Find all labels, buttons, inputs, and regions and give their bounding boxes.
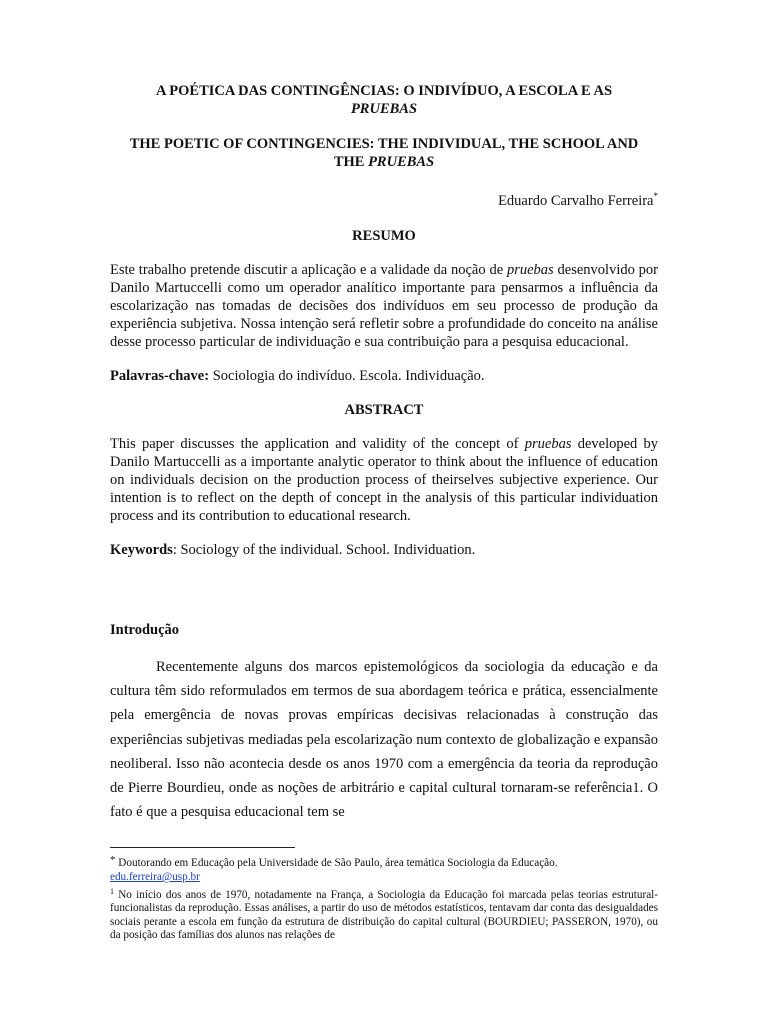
resumo-text bbox=[110, 261, 658, 351]
title-en-italic: PRUEBAS bbox=[368, 154, 435, 170]
keywords-label: Keywords bbox=[110, 542, 173, 558]
abstract-text-italic: pruebas bbox=[524, 436, 572, 452]
footnote-divider bbox=[110, 847, 295, 848]
resumo-text-italic: pruebas bbox=[506, 262, 554, 278]
abstract-text-before: This paper discusses the application and validity of the concept of bbox=[110, 436, 525, 452]
resumo-text-after: desenvolvido por Danilo Martuccelli como um operador analítico importante para pensarmos a influência da escolarização nas tomadas de decisões dos indivíduos em seu processo de produção da experiência subjetiva. Nossa intenção será refletir sobre a profundidade do conceito na análise desse processo particular de individuação e sua contribuição para a pesquisa educacional. bbox=[110, 262, 659, 350]
abstract-heading: ABSTRACT bbox=[344, 402, 424, 418]
author-email-link[interactable]: edu.ferreira@usp.br bbox=[110, 871, 200, 884]
intro-heading: Introdução bbox=[110, 622, 180, 638]
author-name: Eduardo Carvalho Ferreira bbox=[498, 193, 654, 209]
footnote-author bbox=[110, 854, 658, 884]
resumo-heading: RESUMO bbox=[352, 228, 416, 244]
keywords-text: : Sociology of the individual. School. Individuation. bbox=[172, 542, 476, 558]
title-english bbox=[110, 135, 658, 171]
intro-paragraph: Recentemente alguns dos marcos epistemológicos da sociologia da educação e da cultura têm sido reformulados em termos de sua abordagem teórica e prática, essencialmente pela emergência de novas provas empíricas decisivas relacionadas à construção das experiências subjetivas mediadas pela escolarização num contexto de globalização e expansão neoliberal. Isso não acontecia desde os anos 1970 com a emergência da teoria da reprodução de Pierre Bourdieu, onde as noções de arbitrário e capital cultural tornaram-se referência1. O fato é que a pesquisa educacional tem se bbox=[110, 659, 658, 821]
title-pt-line1: A POÉTICA DAS CONTINGÊNCIAS: O INDIVÍDUO, A ESCOLA E AS bbox=[155, 83, 613, 99]
footnote-star-text: Doutorando em Educação pela Universidade de São Paulo, área temática Sociologia da Educação. bbox=[115, 857, 558, 870]
author-footnote-mark[interactable]: * bbox=[653, 191, 658, 201]
footnote-star-mark: * bbox=[110, 854, 116, 867]
paper-page bbox=[110, 82, 658, 943]
abstract-text bbox=[110, 435, 658, 525]
palavras-chave-text: Sociologia do indivíduo. Escola. Individuação. bbox=[209, 368, 485, 384]
footnote-1-mark: 1 bbox=[110, 886, 114, 896]
title-en-prefix: THE bbox=[333, 154, 369, 170]
title-en-line1: THE POETIC OF CONTINGENCIES: THE INDIVIDUAL, THE SCHOOL AND bbox=[129, 136, 639, 152]
author-line bbox=[110, 187, 658, 210]
keywords bbox=[110, 541, 658, 559]
title-pt-italic: PRUEBAS bbox=[350, 101, 418, 117]
abstract-text-after: developed by Danilo Martuccelli as a importante analytic operator to think about the influence of education on individuals decision on the production process of theirselves subjective experience. Our intention is to reflect on the depth of concept in the analysis of this particular individuation process and its contribution to educational research. bbox=[110, 436, 658, 524]
footnote-1-text: No início dos anos de 1970, notadamente na França, a Sociologia da Educação foi marcada pelas teorias estrutural-funcionalistas da reprodução. Essas análises, a partir do uso de métodos estatísticos, tentavam dar conta das desigualdades sociais perante a escola em função da estrutura de distribuição do capital cultural (BOURDIEU; PASSERON, 1970), ou da posição das famílias dos alunos nas relações de bbox=[110, 888, 658, 942]
resumo-text-before: Este trabalho pretende discutir a aplicação e a validade da noção de bbox=[110, 262, 507, 278]
footnote-1 bbox=[110, 885, 658, 943]
palavras-chave bbox=[110, 367, 658, 385]
title-portuguese bbox=[110, 82, 658, 118]
palavras-chave-label: Palavras-chave: bbox=[110, 368, 210, 384]
